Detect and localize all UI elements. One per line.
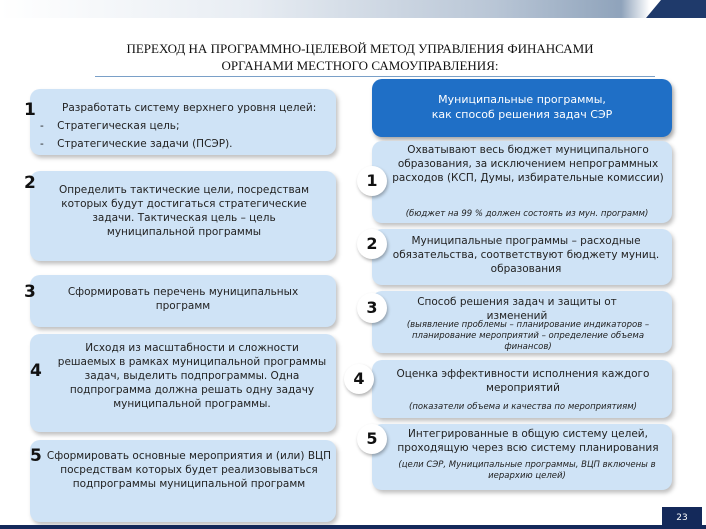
right-item-4-text: Оценка эффективности исполнения каждого мероприятий <box>396 368 650 394</box>
right-item-1-text: Охватывают весь бюджет муниципального образования, за исключением непрограммных расходов (КСП, Думы, избирательные комиссии) <box>392 144 664 184</box>
page-number: 23 <box>662 507 702 529</box>
left-step-3-number: 3 <box>24 282 36 302</box>
right-item-5-text: Интегрированные в общую систему целей, проходящую через всю систему планирования <box>397 428 659 454</box>
left-step-2-number: 2 <box>24 173 36 193</box>
left-step-4-text: Исходя из масштабности и сложности решаемых в рамках муниципальной программы задач, выделить подпрограммы. Одна подпрограмма должна решать одну задачу муниципальной программы. <box>57 342 327 410</box>
right-item-4-badge: 4 <box>344 364 374 394</box>
municipal-programs-header <box>372 79 672 137</box>
left-step-1-line2: - Стратегическая цель; <box>40 120 180 132</box>
title-underline <box>95 76 655 77</box>
slide-title <box>40 40 680 74</box>
right-item-5-badge: 5 <box>357 424 387 454</box>
right-item-3-badge: 3 <box>357 293 387 323</box>
right-item-3-text: Способ решения задач и защиты от изменений <box>417 296 617 322</box>
title-line-2: ОРГАНАМИ МЕСТНОГО САМОУПРАВЛЕНИЯ: <box>221 58 499 73</box>
left-step-1-line1: Разработать систему верхнего уровня целей: <box>62 102 317 114</box>
right-item-1-badge: 1 <box>357 166 387 196</box>
top-decor-bar <box>0 0 706 18</box>
left-step-3-text: Сформировать перечень муниципальных программ <box>67 286 299 312</box>
right-item-2-text: Муниципальные программы – расходные обязательства, соответствуют бюджету муниц. образования <box>392 235 660 275</box>
left-step-1-number: 1 <box>24 100 36 120</box>
left-step-5-text: Сформировать основные мероприятия и (или) ВЦП посредствам которых будет реализовываться подпрограммы муниципальной программ <box>46 450 332 490</box>
title-line-1: ПЕРЕХОД НА ПРОГРАММНО-ЦЕЛЕВОЙ МЕТОД УПРАВЛЕНИЯ ФИНАНСАМИ <box>126 41 594 56</box>
right-item-1-note: (бюджет на 99 % должен состоять из мун. программ) <box>405 209 649 219</box>
bottom-decor-line <box>0 525 706 529</box>
right-item-5-note: (цели СЭР, Муниципальные программы, ВЦП включены в иерархию целей) <box>398 460 656 481</box>
left-step-2-text: Определить тактические цели, посредствам которых будут достигаться стратегические задачи. Тактическая цель – цель муниципальной программы <box>58 184 310 238</box>
left-step-5-number: 5 <box>30 446 42 466</box>
right-item-2-badge: 2 <box>357 229 387 259</box>
header-line-2: как способ решения задач СЭР <box>431 108 613 121</box>
left-step-1-line3: - Стратегические задачи (ПСЭР). <box>40 138 233 150</box>
right-item-3-note: (выявление проблемы – планирование индикаторов – планирование мероприятий – определение объема финансов) <box>406 320 650 352</box>
right-item-4-note: (показатели объема и качества по мероприятиям) <box>409 402 637 412</box>
header-line-1: Муниципальные программы, <box>438 93 606 106</box>
left-step-4-number: 4 <box>30 361 42 381</box>
